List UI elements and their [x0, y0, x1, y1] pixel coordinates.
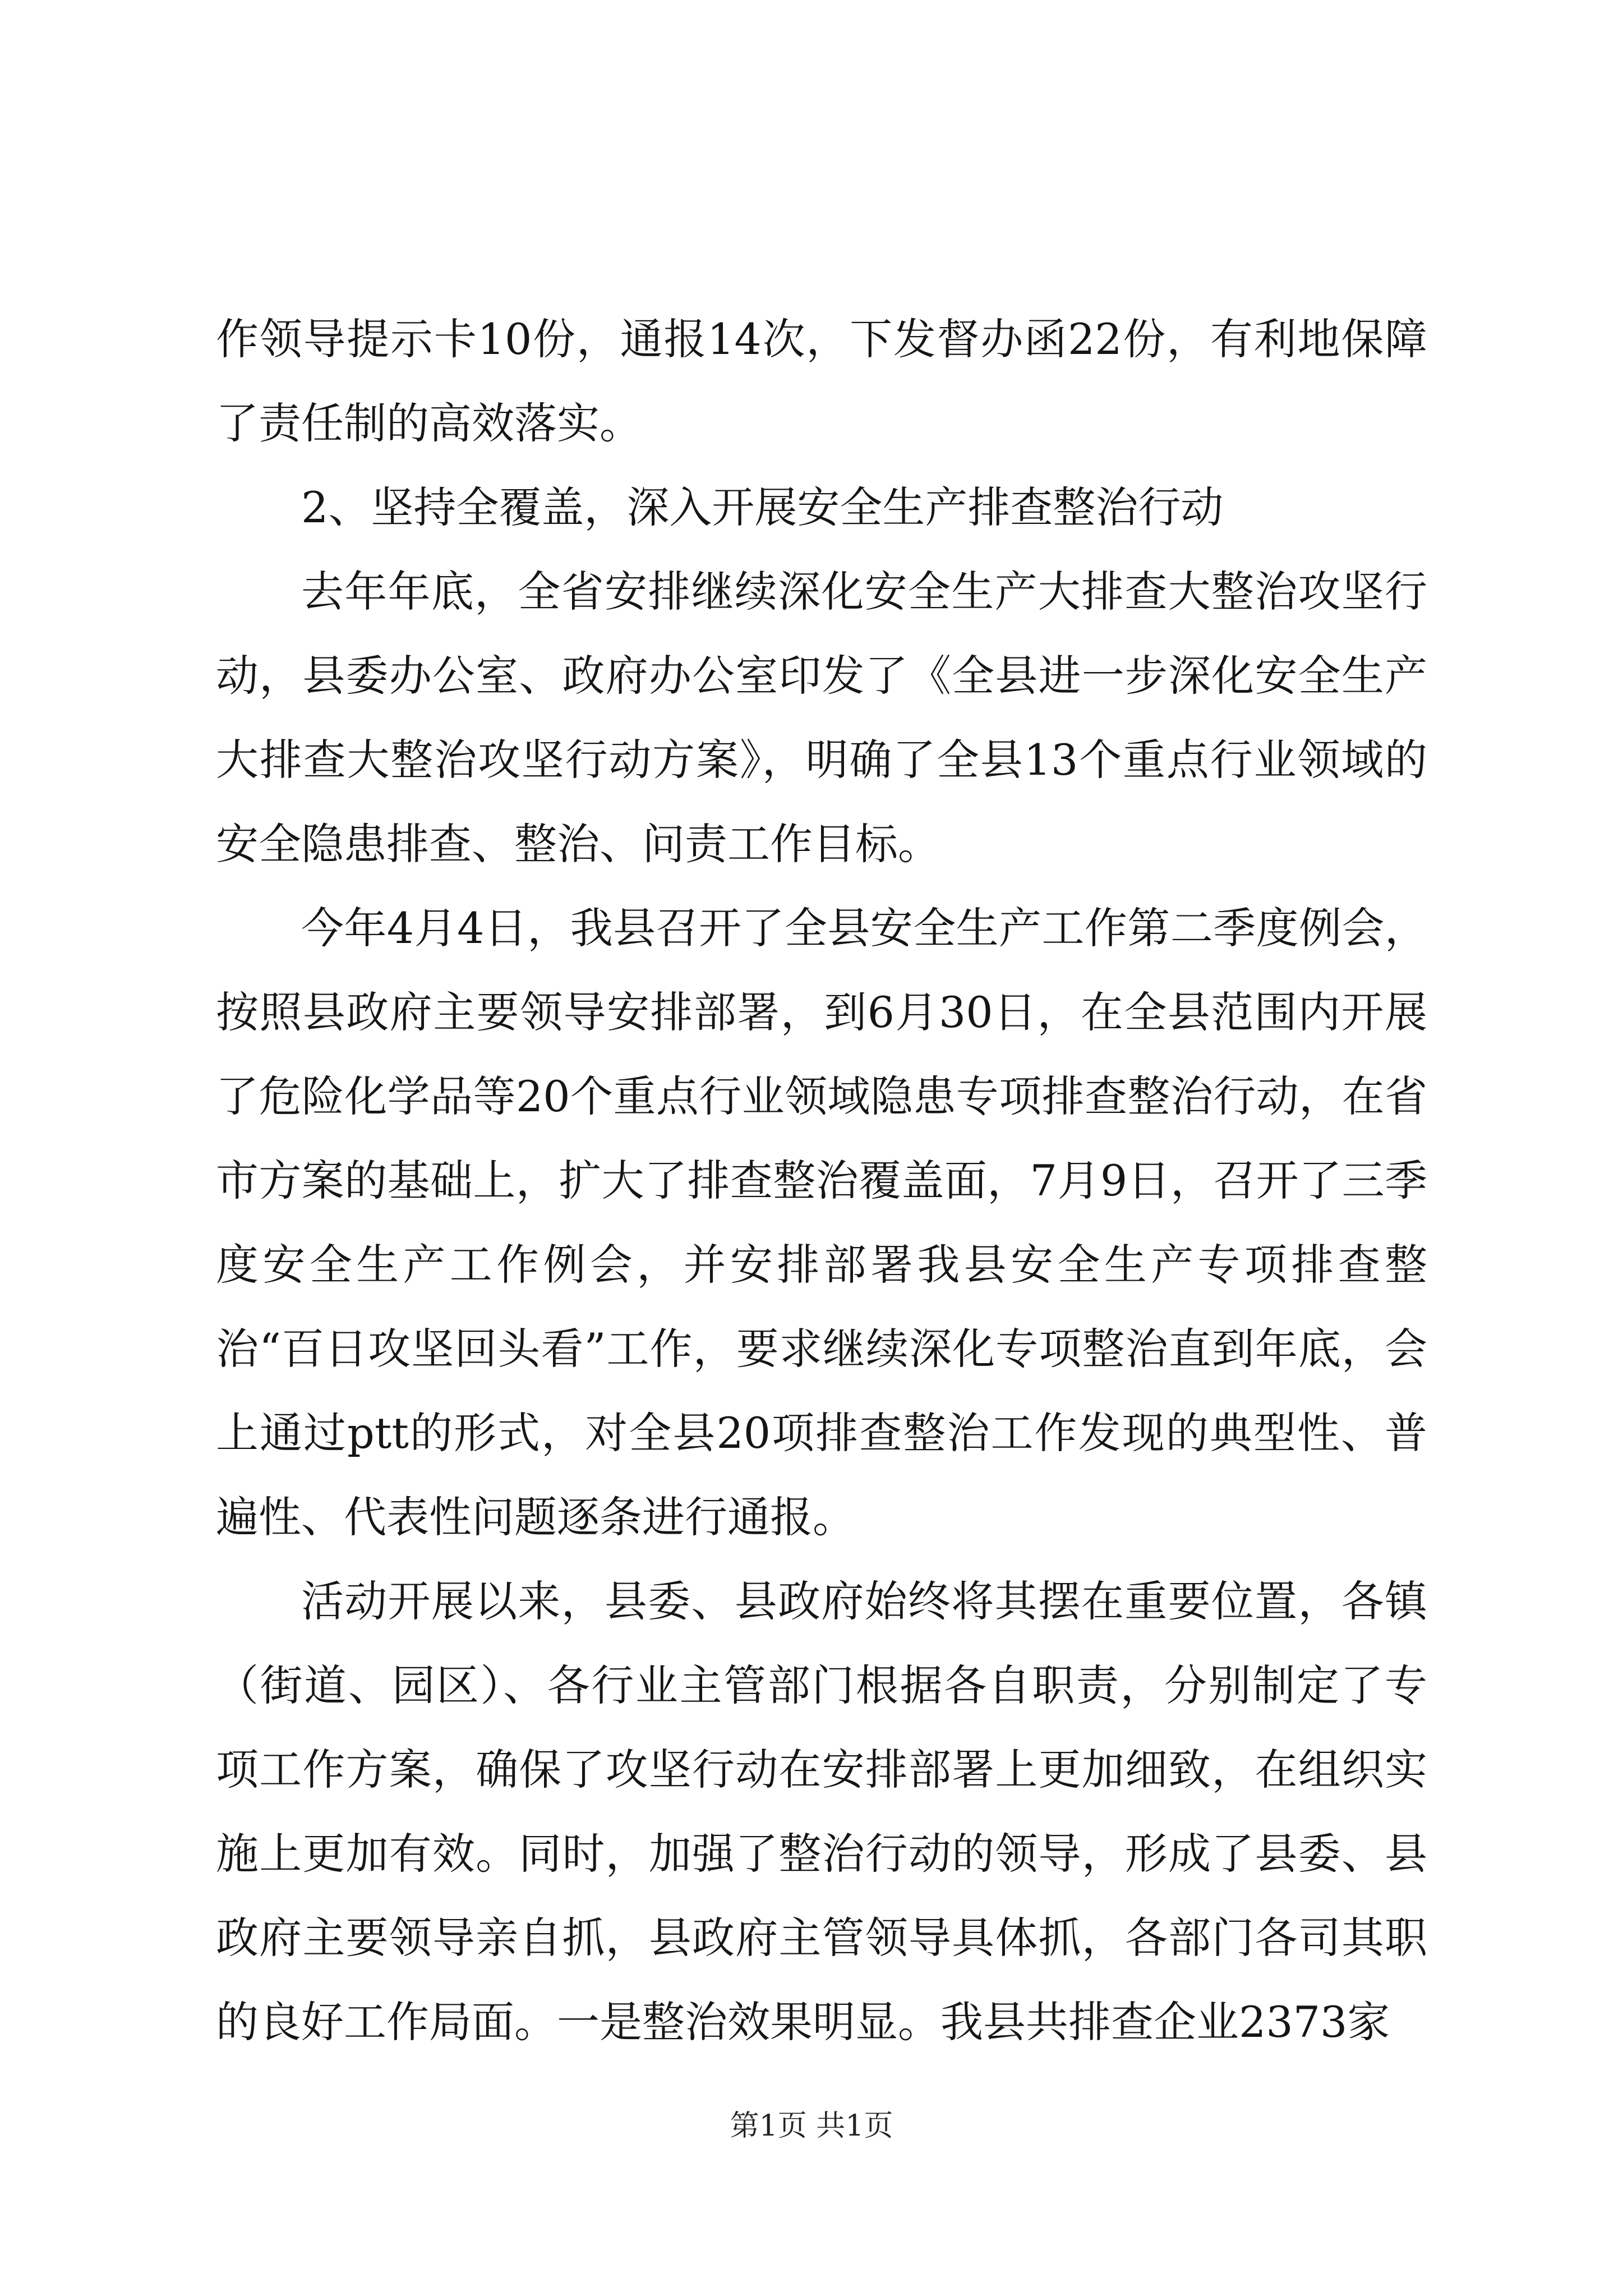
- paragraph-plan: 去年年底，全省安排继续深化安全生产大排查大整治攻坚行动，县委办公室、政府办公室印发了《全县进一步深化安全生产大排查大整治攻坚行动方案》，明确了全县13个重点行业领域的安全隐患排查、整治、问责工作目标。: [216, 567, 1427, 869]
- section-heading: 2、坚持全覆盖，深入开展安全生产排查整治行动: [301, 482, 1224, 532]
- paragraph-continuation: 作领导提示卡10份，通报14次，下发督办函22份，有利地保障了责任制的高效落实。: [216, 314, 1427, 448]
- paragraph-meeting: 今年4月4日，我县召开了全县安全生产工作第二季度例会，按照县政府主要领导安排部署，到6月30日，在全县范围内开展了危险化学品等20个重点行业领域隐患专项排查整治行动，在省市方案的基础上，扩大了排查整治覆盖面，7月9日，召开了三季度安全生产工作例会，并安排部署我县安全生产专项排查整治“百日攻坚回头看”工作，要求继续深化专项整治直到年底，会上通过ptt的形式，对全县20项排查整治工作发现的典型性、普遍性、代表性问题逐条进行通报。: [216, 903, 1427, 1542]
- paragraph-results: 活动开展以来，县委、县政府始终将其摆在重要位置，各镇（街道、园区）、各行业主管部门根据各自职责，分别制定了专项工作方案，确保了攻坚行动在安排部署上更加细致，在组织实施上更加有效。同时，加强了整治行动的领导，形成了县委、县政府主要领导亲自抓，县政府主管领导具体抓，各部门各司其职的良好工作局面。一是整治效果明显。我县共排查企业2373家: [216, 1576, 1427, 2047]
- document-body: [216, 297, 1427, 2064]
- page-footer: 第1页 共1页: [730, 2109, 893, 2143]
